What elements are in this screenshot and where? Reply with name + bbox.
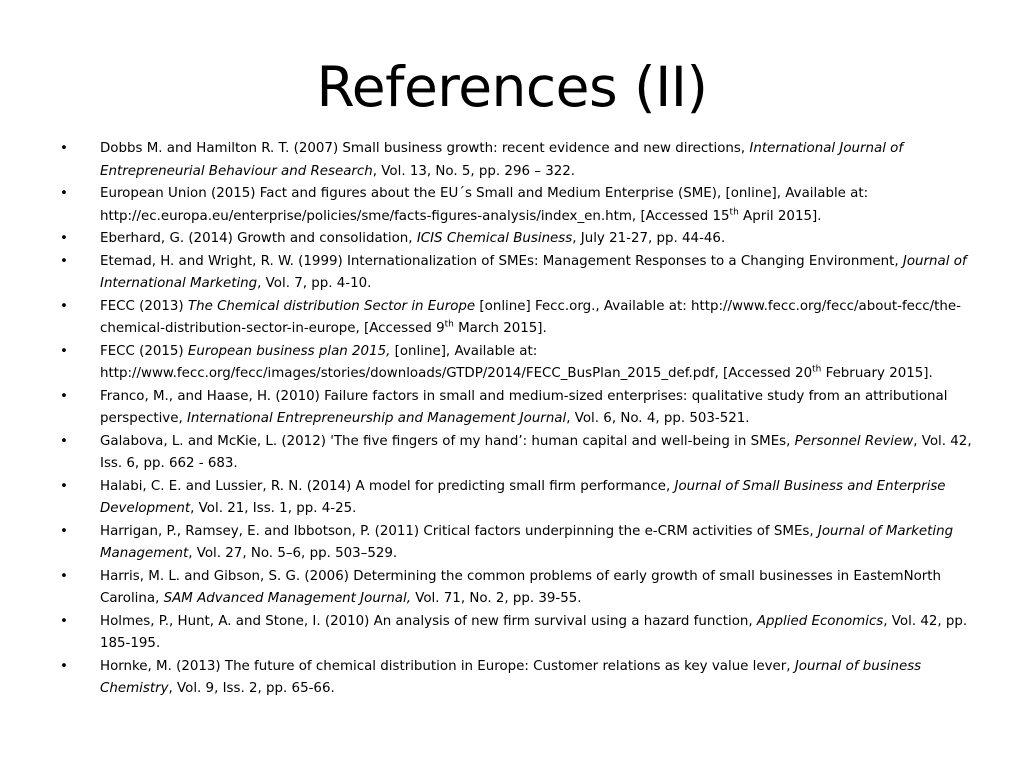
reference-text: Franco, M., and Haase, H. (2010) Failure factors in small and medium-sized enterprises: qualitative study from an attributional perspective, bbox=[100, 388, 948, 426]
reference-item bbox=[60, 611, 990, 656]
reference-text: , Vol. 6, No. 4, pp. 503-521. bbox=[566, 411, 750, 426]
bullet-marker: • bbox=[60, 523, 68, 539]
reference-text: , Vol. 27, No. 5–6, pp. 503–529. bbox=[188, 546, 398, 561]
reference-text: Galabova, L. and McKie, L. (2012) 'The five fingers of my hand’: human capital and well-being in SMEs, bbox=[100, 433, 795, 449]
reference-text: , Vol. 9, Iss. 2, pp. 65-66. bbox=[168, 681, 335, 696]
reference-text: Etemad, H. and Wright, R. W. (1999) Internationalization of SMEs: Management Responses to a Changing Environment, bbox=[100, 253, 903, 269]
publication-title: SAM Advanced Management Journal, bbox=[163, 591, 411, 606]
bullet-marker: • bbox=[60, 568, 68, 584]
reference-item bbox=[60, 476, 990, 521]
publication-title: European business plan 2015, bbox=[187, 343, 391, 359]
reference-item bbox=[60, 228, 990, 251]
bullet-marker: • bbox=[60, 613, 68, 629]
publication-title: Journal of Small Business and Enterprise Development bbox=[100, 478, 946, 516]
publication-title: Journal of International Marketing bbox=[100, 253, 967, 291]
bullet-marker: • bbox=[60, 343, 68, 359]
reference-item bbox=[60, 386, 990, 431]
reference-text: FECC (2013) bbox=[100, 298, 188, 314]
bullet-marker: • bbox=[60, 186, 68, 201]
reference-text: March 2015]. bbox=[453, 321, 547, 336]
reference-item bbox=[60, 656, 990, 701]
reference-text: , Vol. 21, Iss. 1, pp. 4-25. bbox=[190, 501, 357, 516]
reference-item bbox=[60, 138, 990, 183]
reference-item bbox=[60, 431, 990, 476]
reference-text: April 2015]. bbox=[738, 208, 822, 224]
publication-title: Personnel Review bbox=[794, 433, 914, 449]
bullet-marker: • bbox=[60, 433, 68, 449]
reference-text: , Vol. 42, Iss. 6, pp. 662 - 683. bbox=[100, 433, 972, 471]
reference-text: Harris, M. L. and Gibson, S. G. (2006) Determining the common problems of early growth of small businesses in EastemNorth Carolina, bbox=[100, 568, 942, 606]
reference-text: , Vol. 42, pp. 185-195. bbox=[100, 613, 968, 651]
reference-text: Holmes, P., Hunt, A. and Stone, I. (2010) An analysis of new firm survival using a hazard function, bbox=[100, 613, 757, 629]
publication-title: International Journal of Entrepreneurial Behaviour and Research bbox=[100, 141, 904, 179]
ordinal-suffix: th bbox=[812, 364, 822, 375]
reference-text: Dobbs M. and Hamilton R. T. (2007) Small business growth: recent evidence and new directions, bbox=[100, 141, 750, 156]
bullet-marker: • bbox=[60, 388, 68, 404]
reference-item bbox=[60, 251, 990, 296]
reference-text: , Vol. 13, No. 5, pp. 296 – 322. bbox=[372, 163, 576, 179]
reference-text: , Vol. 7, pp. 4-10. bbox=[257, 276, 372, 291]
reference-text: Eberhard, G. (2014) Growth and consolidation, bbox=[100, 231, 417, 246]
reference-list bbox=[60, 138, 990, 701]
reference-text: Vol. 71, No. 2, pp. 39-55. bbox=[410, 591, 582, 606]
publication-title: ICIS Chemical Business bbox=[416, 231, 573, 246]
reference-text: , July 21-27, pp. 44-46. bbox=[572, 231, 726, 246]
bullet-marker: • bbox=[60, 141, 68, 156]
reference-text: European Union (2015) Fact and figures about the EU´s Small and Medium Enterprise (SME), [online], Available at: http://ec.europa.eu/enterprise/policies/sme/facts-figures-analysis/index_en.htm, [Accessed 15 bbox=[100, 186, 869, 224]
publication-title: International Entrepreneurship and Management Journal bbox=[186, 411, 567, 426]
bullet-marker: • bbox=[60, 658, 68, 674]
reference-text: Harrigan, P., Ramsey, E. and Ibbotson, P. (2011) Critical factors underpinning the e-CRM activities of SMEs, bbox=[100, 523, 818, 539]
reference-text: Hornke, M. (2013) The future of chemical distribution in Europe: Customer relations as key value lever, bbox=[100, 658, 795, 674]
slide-title: References (II) bbox=[316, 55, 708, 119]
reference-item bbox=[60, 566, 990, 611]
ordinal-suffix: th bbox=[444, 319, 454, 330]
publication-title: Applied Economics bbox=[756, 613, 884, 629]
ordinal-suffix: th bbox=[729, 207, 739, 218]
publication-title: Journal of Marketing Management bbox=[100, 523, 954, 561]
bullet-marker: • bbox=[60, 231, 68, 246]
reference-text: [online], Available at: http://www.fecc.org/fecc/images/stories/downloads/GTDP/2014/FECC_BusPlan_2015_def.pdf, [Accessed 20 bbox=[100, 343, 813, 381]
reference-text: February 2015]. bbox=[821, 366, 933, 381]
bullet-marker: • bbox=[60, 478, 68, 494]
bullet-marker: • bbox=[60, 253, 68, 269]
reference-text: FECC (2015) bbox=[100, 343, 188, 359]
reference-item bbox=[60, 341, 990, 386]
bullet-marker: • bbox=[60, 298, 68, 314]
reference-item bbox=[60, 296, 990, 341]
publication-title: The Chemical distribution Sector in Europe bbox=[187, 298, 476, 314]
publication-title: Journal of business Chemistry bbox=[100, 658, 922, 696]
reference-item bbox=[60, 521, 990, 566]
reference-text: [online] Fecc.org., Available at: http://www.fecc.org/fecc/about-fecc/the-chemical-distribution-sector-in-europe, [Accessed 9 bbox=[100, 298, 961, 336]
reference-text: Halabi, C. E. and Lussier, R. N. (2014) A model for predicting small firm performance, bbox=[100, 478, 675, 494]
reference-item bbox=[60, 183, 990, 228]
